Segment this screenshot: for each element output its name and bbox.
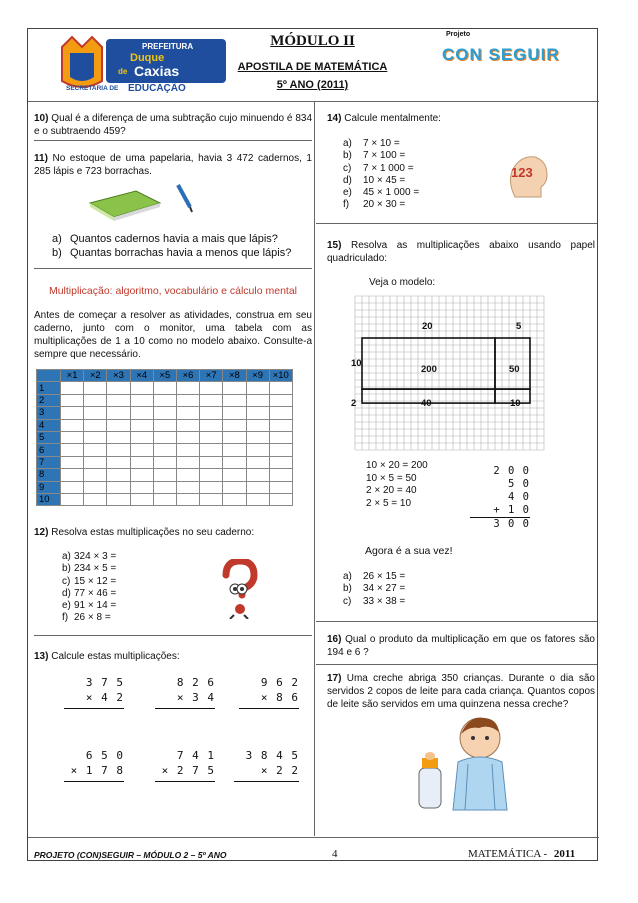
table-header-cell: ×2 xyxy=(84,370,107,382)
model-label: Veja o modelo: xyxy=(369,277,436,288)
q15-step: 2 × 5 = 10 xyxy=(366,497,412,509)
table-row: 6 xyxy=(37,444,293,456)
q12-number: 12) xyxy=(34,527,49,538)
logo-educacao-text: EDUCAÇÃO xyxy=(128,83,186,94)
logo-de-text: de xyxy=(118,67,128,76)
table-header-cell: ×8 xyxy=(223,370,246,382)
projeto-small-text: Projeto xyxy=(446,31,471,38)
q15-text: Resolva as multiplicações abaixo usando papel quadriculado: xyxy=(327,240,595,264)
q14-item: b) 7 × 100 = xyxy=(343,150,406,162)
q11-item: a) Quantos cadernos havia a mais que lápis? xyxy=(52,233,278,245)
q12-item: a) 324 × 3 = xyxy=(62,551,117,562)
q13-operation: 7 4 1 × 2 7 5 xyxy=(155,748,215,782)
question-mark-character-image xyxy=(218,559,258,619)
table-header-cell: ×5 xyxy=(153,370,176,382)
multiplication-intro: Antes de começar a resolver as atividades, construa em seu caderno, junto com o monitor, uma tabela com as multiplicações de 1 a 10 como no modelo abaixo. Consulte-a sempre que necessário. xyxy=(34,310,312,360)
q14-item: f) 20 × 30 = xyxy=(343,199,406,211)
logo-duque-text: Duque xyxy=(130,52,165,64)
question-16 xyxy=(327,633,595,659)
q13-operation: 8 2 6 × 3 4 xyxy=(155,675,215,709)
q15-item: a) 26 × 15 = xyxy=(343,571,406,582)
question-10 xyxy=(34,112,312,138)
apostila-title: APOSTILA DE MATEMÁTICA xyxy=(237,61,388,73)
q15-sum: 2 0 0 5 0 4 0 + 1 0 3 0 0 xyxy=(470,465,530,531)
q13-operation: 3 7 5 × 4 2 xyxy=(64,675,124,709)
module-title: MÓDULO II xyxy=(270,33,355,49)
logo-caxias-text: Caxias xyxy=(134,63,180,79)
table-header-row xyxy=(37,370,293,382)
your-turn-label: Agora é a sua vez! xyxy=(365,545,453,557)
q12-text: Resolva estas multiplicações no seu caderno: xyxy=(51,527,255,538)
q14-item: c) 7 × 1 000 = xyxy=(343,162,414,174)
notebook-pencil-image xyxy=(86,181,196,221)
question-15 xyxy=(327,239,595,265)
thinking-head-image xyxy=(501,151,551,201)
q15-step: 10 × 20 = 200 xyxy=(366,460,428,471)
table-row: 8 xyxy=(37,469,293,481)
q15-steps xyxy=(366,460,428,510)
question-12 xyxy=(34,526,312,539)
multiplication-section-title: Multiplicação: algoritmo, vocabulário e cálculo mental xyxy=(48,285,298,297)
q11-text: No estoque de uma papelaria, havia 3 472 cadernos, 1 285 lápis e 723 borrachas. xyxy=(34,153,312,177)
logo-secretaria-text: SECRETARIA DE xyxy=(66,85,119,92)
multiplication-table xyxy=(36,369,293,506)
grid-label-side-b: 2 xyxy=(351,398,357,409)
projeto-name-text: CON SEGUIR xyxy=(442,45,560,64)
q14-items xyxy=(343,138,473,212)
grid-model xyxy=(327,294,549,451)
q16-text: Qual o produto da multiplicação em que os fatores são 194 e 6 ? xyxy=(327,634,595,658)
table-header-cell: ×6 xyxy=(176,370,199,382)
table-row: 4 xyxy=(37,419,293,431)
q17-number: 17) xyxy=(327,673,342,684)
question-17 xyxy=(327,672,595,711)
table-row: 3 xyxy=(37,407,293,419)
grid-cell-40: 40 xyxy=(421,398,432,409)
table-row: 7 xyxy=(37,456,293,468)
q11-items xyxy=(52,232,302,260)
q12-item: d) 77 × 46 = xyxy=(62,587,117,599)
q14-item: e) 45 × 1 000 = xyxy=(343,187,420,199)
table-row: 5 xyxy=(37,431,293,443)
thinking-digits: 123 xyxy=(511,165,533,180)
table-header-cell: ×7 xyxy=(200,370,223,382)
q14-text: Calcule mentalmente: xyxy=(344,113,441,124)
question-14 xyxy=(327,112,595,125)
grid-label-top-a: 20 xyxy=(422,321,433,332)
grid-label-top-b: 5 xyxy=(516,321,522,332)
q17-text: Uma creche abriga 350 crianças. Durante o dia são servidos 2 copos de leite para cada criança. Quantos copos de leite são servidos em uma quinzena nessa creche? xyxy=(327,673,595,710)
worksheet-page xyxy=(27,28,598,861)
q12-items xyxy=(62,551,202,625)
q12-item: b) 234 × 5 = xyxy=(62,563,117,575)
q14-item: a) 7 × 10 = xyxy=(343,138,400,149)
conseguir-logo xyxy=(438,31,588,79)
footer-year: 2011 xyxy=(553,848,576,860)
grid-cell-10: 10 xyxy=(510,398,521,409)
q13-number: 13) xyxy=(34,651,49,662)
grid-cell-50: 50 xyxy=(509,364,520,375)
footer-right xyxy=(468,848,575,860)
footer-page-number: 4 xyxy=(332,848,338,860)
grid-label-side-a: 10 xyxy=(351,358,362,369)
logo-prefeitura-text: PREFEITURA xyxy=(142,42,194,51)
q15-step: 2 × 20 = 40 xyxy=(366,485,417,496)
baby-with-bottle-image xyxy=(413,714,523,814)
q12-item: c) 15 × 12 = xyxy=(62,575,117,587)
table-header-cell: ×1 xyxy=(61,370,84,382)
table-row: 2 xyxy=(37,394,293,406)
q14-number: 14) xyxy=(327,113,342,124)
table-header-cell: ×4 xyxy=(130,370,153,382)
q12-item: f) 26 × 8 = xyxy=(62,612,111,624)
q15-item: b) 34 × 27 = xyxy=(343,583,406,595)
table-row: 9 xyxy=(37,481,293,493)
footer-left: PROJETO (CON)SEGUIR – MÓDULO 2 – 5º ANO xyxy=(34,850,227,860)
q13-text: Calcule estas multiplicações: xyxy=(51,651,180,662)
q11-number: 11) xyxy=(34,153,48,164)
q11-item: b) Quantas borrachas havia a menos que lápis? xyxy=(52,247,292,259)
table-header-cell: ×9 xyxy=(246,370,269,382)
q10-number: 10) xyxy=(34,113,49,124)
q15-items xyxy=(343,571,483,608)
year-title: 5º ANO (2011) xyxy=(276,79,349,91)
q13-operation: 3 8 4 5 × 2 2 xyxy=(234,748,299,782)
q10-text: Qual é a diferença de uma subtração cujo minuendo é 834 e o subtraendo 459? xyxy=(34,113,313,137)
q13-operation: 6 5 0 × 1 7 8 xyxy=(64,748,124,782)
question-11 xyxy=(34,152,312,178)
footer-subject: MATEMÁTICA - xyxy=(468,848,548,860)
table-row: 1 xyxy=(37,382,293,394)
q15-number: 15) xyxy=(327,240,342,251)
table-header-cell: ×10 xyxy=(269,370,292,382)
q13-operation: 9 6 2 × 8 6 xyxy=(239,675,299,709)
q16-number: 16) xyxy=(327,634,342,645)
q15-step: 10 × 5 = 50 xyxy=(366,472,417,484)
grid-cell-200: 200 xyxy=(421,364,437,375)
table-header-cell: ×3 xyxy=(107,370,130,382)
question-13 xyxy=(34,650,312,663)
q12-item: e) 91 × 14 = xyxy=(62,600,117,612)
table-row: 10 xyxy=(37,493,293,505)
q14-item: d) 10 × 45 = xyxy=(343,174,406,186)
q15-item: c) 33 × 38 = xyxy=(343,595,406,607)
